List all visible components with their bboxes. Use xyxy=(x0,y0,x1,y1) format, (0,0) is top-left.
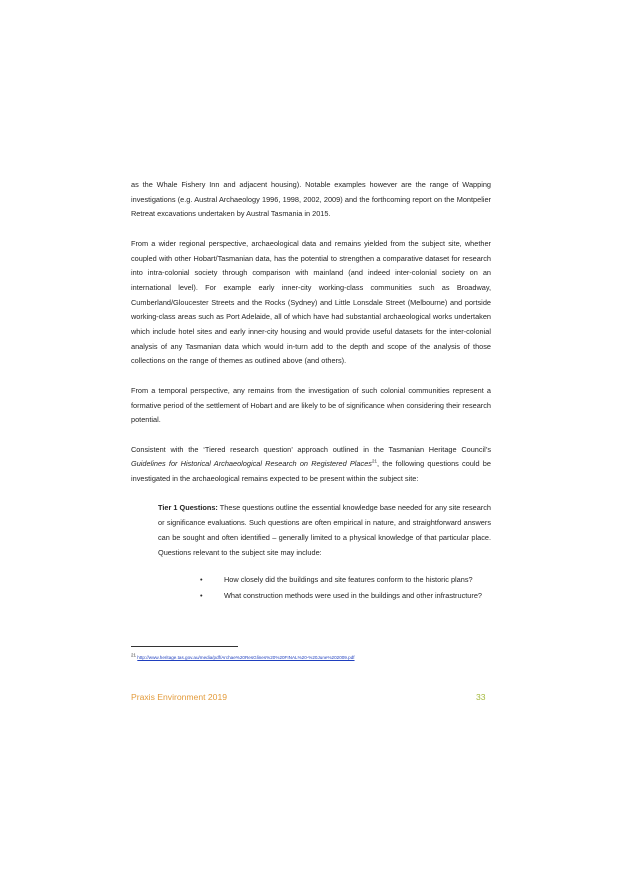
tier1-block xyxy=(158,501,491,602)
bullet-icon: • xyxy=(200,575,203,585)
tier1-text: These questions outline the essential knowledge base needed for any site research or significance evaluations. Such questions are often empirical in nature, and straightforward answers can be sought and often identified – generally limited to a physical knowledge of that particular place. Questions relevant to the subject site may include: xyxy=(158,503,491,557)
list-item xyxy=(200,588,491,603)
tier1-paragraph xyxy=(158,501,491,560)
paragraph-4-start: Consistent with the ‘Tiered research question’ approach outlined in the Tasmanian Heritage Council’s xyxy=(131,444,491,454)
guidelines-title: Guidelines for Historical Archaeological Research on Registered Places xyxy=(131,459,372,469)
list-item-text: What construction methods were used in the buildings and other infrastructure? xyxy=(224,590,482,600)
body-text xyxy=(131,178,491,603)
paragraph-1: as the Whale Fishery Inn and adjacent housing). Notable examples however are the range of Wapping investigations (e.g. Austral Archaeology 1996, 1998, 2002, 2009) and the forthcoming report on the Montpelier Retreat excavations undertaken by Austral Tasmania in 2015. xyxy=(131,180,491,219)
paragraph-2: From a wider regional perspective, archaeological data and remains yielded from the subject site, whether coupled with other Hobart/Tasmanian data, has the potential to strengthen a comparative dataset for research into intra-colonial society through comparison with mainland (and indeed inter-colonial society on an international level). For example early inner-city working-class communities such as Broadway, Cumberland/Gloucester Streets and the Rocks (Sydney) and Little Lonsdale Street (Melbourne) and portside working-class areas such as Port Adelaide, all of which have had substantial archaeological works undertaken which include hotel sites and early inner-city housing and would provide useful datasets for the inter-colonial analysis of any Tasmanian data which would in-turn add to the depth and scope of the analysis of those collections on the range of themes as outlined above (and others). xyxy=(131,238,491,366)
footnote-link[interactable]: http://www.heritage.tas.gov.au/media/pdf/Archae%20ResGlines%20%20FINAL%20-%20June%202009.pdf xyxy=(137,655,355,660)
list-item xyxy=(200,572,491,587)
footnote xyxy=(131,654,355,662)
paragraph-3: From a temporal perspective, any remains from the investigation of such colonial communities represent a formative period of the settlement of Hobart and are likely to be of significance when considering their research potential. xyxy=(131,385,491,425)
paragraph-4 xyxy=(131,443,491,487)
page-number: 33 xyxy=(476,692,486,702)
footnote-number: 21 xyxy=(131,652,137,658)
paragraph-4-end: , the following questions could be investigated in the archaeological remains expected to be present within the subject site: xyxy=(131,459,491,484)
tier1-question-list xyxy=(200,572,491,603)
footnote-ref[interactable]: 21 xyxy=(371,458,377,464)
list-item-text: How closely did the buildings and site features conform to the historic plans? xyxy=(224,575,473,585)
bullet-icon: • xyxy=(200,590,203,600)
tier1-heading: Tier 1 Questions: xyxy=(158,503,218,513)
footer-publisher: Praxis Environment 2019 xyxy=(131,692,228,702)
footnote-separator xyxy=(131,646,238,647)
